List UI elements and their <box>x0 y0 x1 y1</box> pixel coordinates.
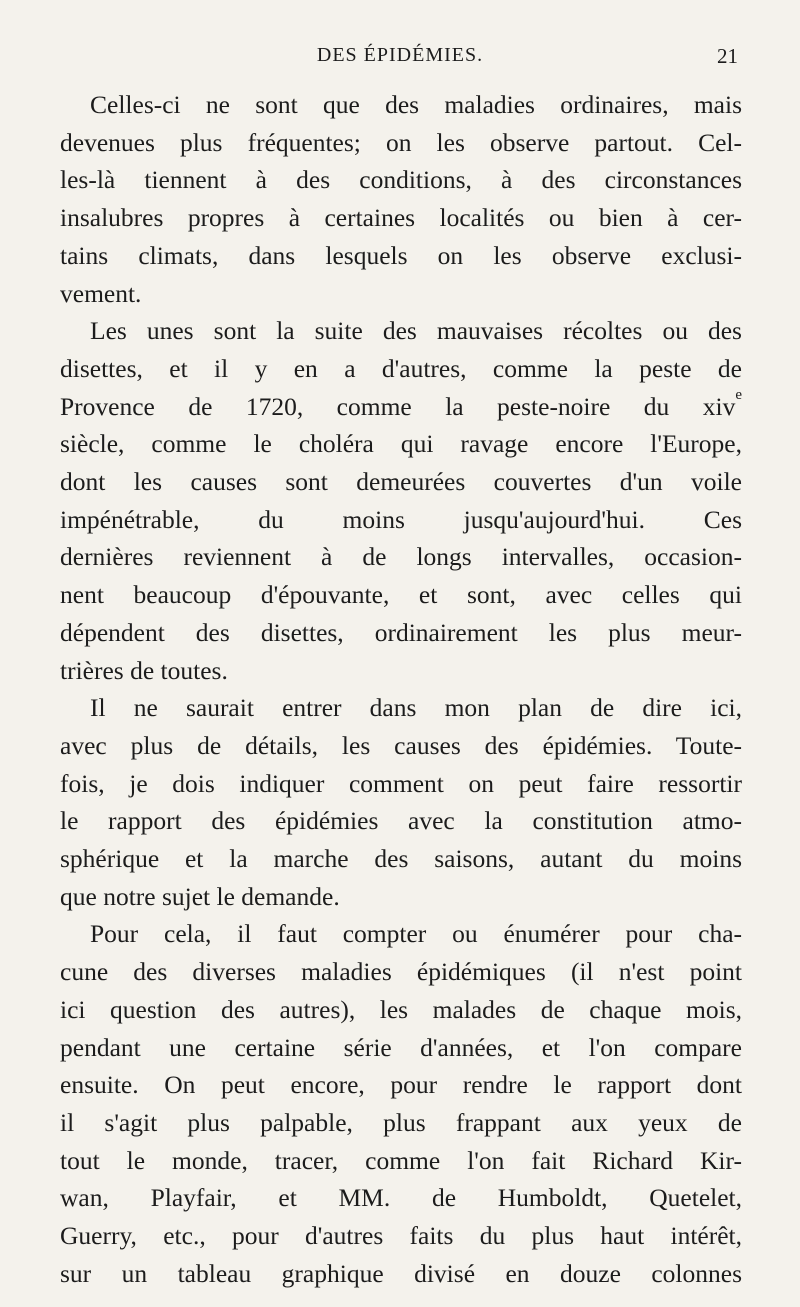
text-line: nent beaucoup d'épouvante, et sont, avec celles qui <box>60 580 742 610</box>
text-line: vement. <box>60 278 142 308</box>
text-line: sur un tableau graphique divisé en douze colonnes <box>60 1258 742 1288</box>
running-head <box>0 44 800 74</box>
text-line: les-là tiennent à des conditions, à des circonstances <box>60 165 742 195</box>
text-line: trières de toutes. <box>60 655 228 685</box>
text-line: cune des diverses maladies épidémiques (il n'est point <box>60 957 742 987</box>
text-line: le rapport des épidémies avec la constitution atmo- <box>60 806 742 836</box>
text-line: impénétrable, du moins jusqu'aujourd'hui. Ces <box>60 504 742 534</box>
text-line-with-superscript <box>60 388 742 426</box>
text-line: il s'agit plus palpable, plus frappant aux yeux de <box>60 1107 742 1137</box>
text-line: Il ne saurait entrer dans mon plan de dire ici, <box>90 693 742 723</box>
text-line: Pour cela, il faut compter ou énumérer pour cha- <box>90 919 742 949</box>
paragraph-4 <box>60 915 742 1292</box>
text-line: dont les causes sont demeurées couvertes d'un voile <box>60 467 742 497</box>
text-line-main: Provence de 1720, comme la peste-noire du xiv <box>60 391 736 421</box>
body-text <box>60 86 742 1293</box>
text-line: dernières reviennent à de longs intervalles, occasion- <box>60 542 742 572</box>
text-line: Les unes sont la suite des mauvaises récoltes ou des <box>90 316 742 346</box>
text-line: insalubres propres à certaines localités ou bien à cer- <box>60 203 742 233</box>
text-line: fois, je dois indiquer comment on peut faire ressortir <box>60 768 742 798</box>
text-line: pendant une certaine série d'années, et l'on compare <box>60 1032 742 1062</box>
text-line: devenues plus fréquentes; on les observe partout. Cel- <box>60 127 742 157</box>
text-line: tains climats, dans lesquels on les observe exclusi- <box>60 240 742 270</box>
text-line: que notre sujet le demande. <box>60 881 340 911</box>
text-line: Celles-ci ne sont que des maladies ordinaires, mais <box>90 90 742 119</box>
paragraph-1 <box>60 86 742 312</box>
text-line: ici question des autres), les malades de chaque mois, <box>60 994 742 1024</box>
paragraph-2 <box>60 312 742 689</box>
century-superscript: e <box>735 386 742 403</box>
text-line: siècle, comme le choléra qui ravage encore l'Europe, <box>60 429 742 459</box>
text-line: Guerry, etc., pour d'autres faits du plus haut intérêt, <box>60 1221 742 1251</box>
text-line: disettes, et il y en a d'autres, comme la peste de <box>60 353 742 383</box>
text-line: sphérique et la marche des saisons, autant du moins <box>60 844 742 874</box>
text-line: avec plus de détails, les causes des épidémies. Toute- <box>60 730 742 760</box>
text-line: ensuite. On peut encore, pour rendre le rapport dont <box>60 1070 742 1100</box>
running-head-title: DES ÉPIDÉMIES. <box>316 44 484 66</box>
text-line: dépendent des disettes, ordinairement les plus meur- <box>60 617 742 647</box>
text-line: tout le monde, tracer, comme l'on fait Richard Kir- <box>60 1145 742 1175</box>
page-number: 21 <box>717 44 738 68</box>
text-line: wan, Playfair, et MM. de Humboldt, Quetelet, <box>60 1183 742 1213</box>
paragraph-3 <box>60 689 742 915</box>
